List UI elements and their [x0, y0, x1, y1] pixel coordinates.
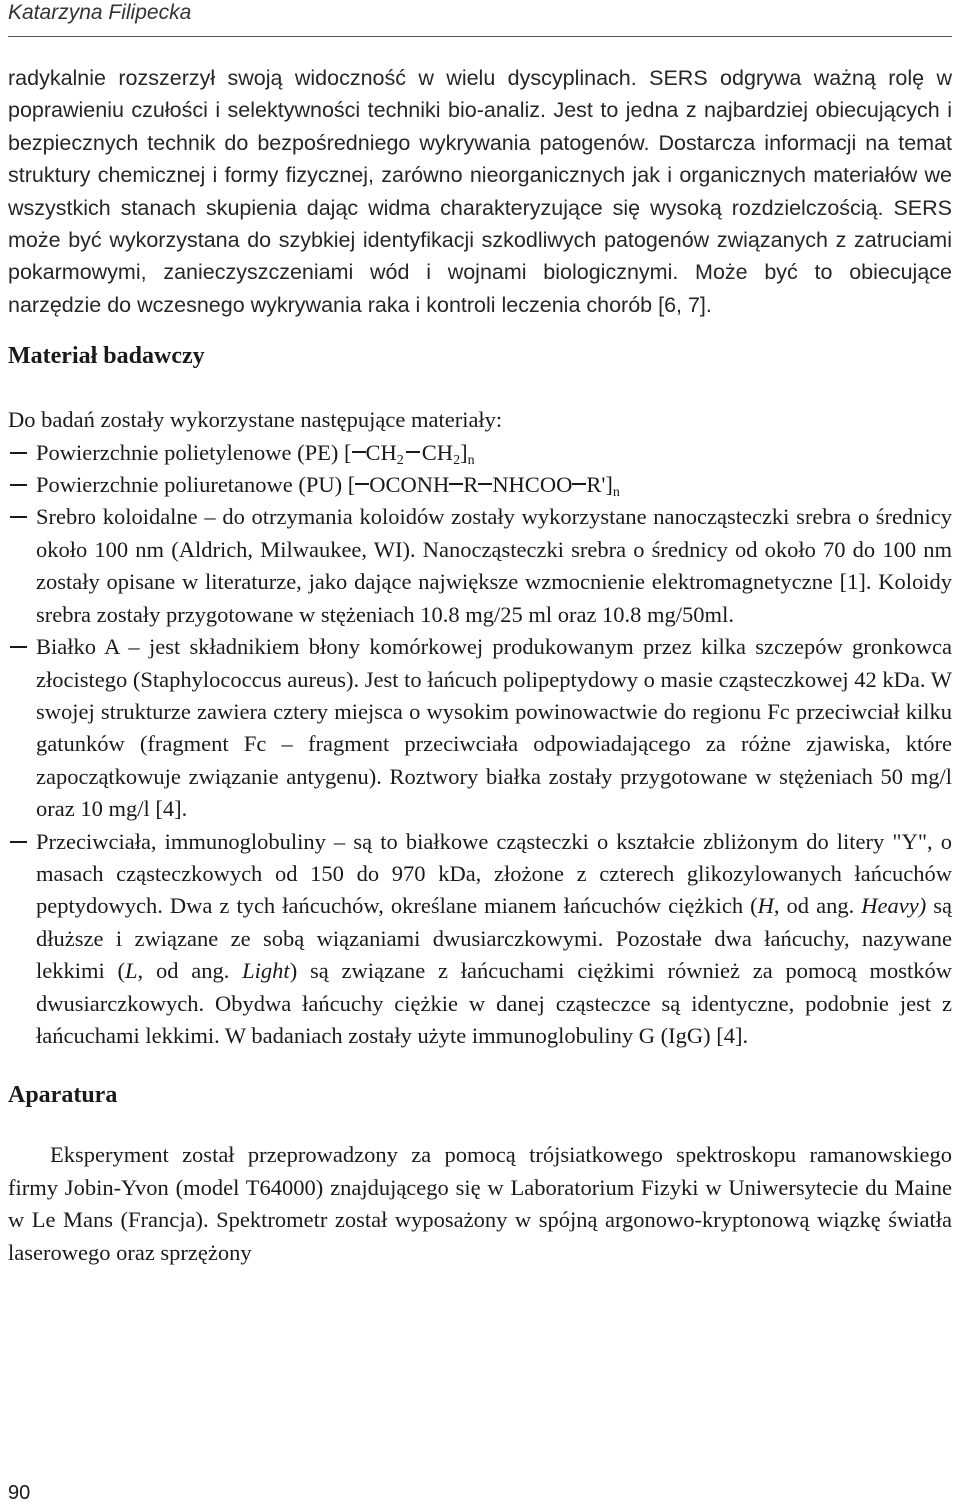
materials-lead: Do badań zostały wykorzystane następujące materiały: [8, 407, 503, 433]
running-header [8, 0, 952, 37]
bond-dash [449, 483, 463, 485]
materials-list [8, 437, 952, 1053]
dash-bullet [10, 646, 27, 648]
materials-heading: Materiał badawczy [8, 343, 205, 370]
dash-bullet [10, 516, 27, 518]
dash-bullet [10, 841, 27, 843]
apparatus-heading: Aparatura [8, 1082, 118, 1109]
document-body [8, 62, 952, 1269]
list-item-pu: Powierzchnie poliuretanowe (PU) [ OCONH R NHCOO $R']_n$ [8, 469, 952, 501]
dash-bullet [10, 484, 27, 486]
dash-bullet [10, 452, 27, 454]
bond-dash [572, 483, 586, 485]
bond-dash [406, 451, 420, 453]
list-item-pe: Powierzchnie polietylenowe (PE) [ $CH_2$ $CH_2]_n$ [8, 437, 952, 469]
list-item-protein-a: Białko A – jest składnikiem błony komórkowej produkowanym przez kilka szczepów gronkowca złocistego (Staphylococcus aureus). Jest to łańcuch polipeptydowy o masie cząsteczkowej 42 kDa. W swojej strukturze zawiera cztery miejsca o wysokim powinowactwie do regionu Fc przeciwciał kilku gatunków (fragment Fc – fragment przeciwciała odpowiadającego za różne zjawiska, które zapoczątkowuje związanie antygenu). Roztwory białka zostały przygotowane w stężeniach 50 mg/l oraz 10 mg/l [4]. [8, 631, 952, 825]
bond-dash [352, 451, 366, 453]
apparatus-paragraph: Eksperyment został przeprowadzony za pomocą trójsiatkowego spektroskopu ramanowskiego firmy Jobin-Yvon (model T64000) znajdującego się w Laboratorium Fizyki w Uniwersytecie du Maine w Le Mans (Francja). Spektrometr został wyposażony w spójną argonowo-kryptonową wiązkę światła laserowego oraz sprzężony [8, 1142, 952, 1265]
list-item-silver: Srebro koloidalne – do otrzymania koloidów zostały wykorzystane nanocząsteczki srebra o średnicy około 100 nm (Aldrich, Milwaukee, WI). Nanocząsteczki srebra o średnicy od około 70 do 100 nm zostały opisane w literaturze, jako dające największe wzmocnienie elektromagnetyczne [1]. Koloidy srebra zostały przygotowane w stężeniach 10.8 mg/25 ml oraz 10.8 mg/50ml. [8, 501, 952, 631]
page-number: 90 [8, 1482, 31, 1504]
bond-dash [478, 483, 492, 485]
list-item-antibodies: Przeciwciała, immunoglobuliny – są to białkowe cząsteczki o kształcie zbliżonym do litery "Y", o masach cząsteczkowych od 150 do 970 kDa, złożone z czterech glikozylowanych łańcuchów peptydowych. Dwa z tych łańcuchów, określane mianem łańcuchów ciężkich (H, od ang. Heavy) są dłuższe i związane ze sobą wiązaniami dwusiarczkowymi. Pozostałe dwa łańcuchy, nazywane lekkimi (L, od ang. Light) są związane z łańcuchami ciężkimi również za pomocą mostków dwusiarczkowych. Obydwa łańcuchy ciężkie w danej cząsteczce są identyczne, podobnie jest z łańcuchami lekkimi. W badaniach zostały użyte immunoglobuliny G (IgG) [4]. [8, 826, 952, 1053]
bond-dash [355, 483, 369, 485]
header-author: Katarzyna Filipecka [8, 1, 192, 24]
intro-paragraph: radykalnie rozszerzył swoją widoczność w wielu dyscyplinach. SERS odgrywa ważną rolę w poprawieniu czułości i selektywności techniki bio-analiz. Jest to jedna z najbardziej obiecujących i bezpiecznych technik do bezpośredniego wykrywania patogenów. Dostarcza informacji na temat struktury chemicznej i formy fizycznej, zarówno nieorganicznych jak i organicznych materiałów we wszystkich stanach skupienia dając widma charakteryzujące się wysoką rozdzielczością. SERS może być wykorzystana do szybkiej identyfikacji szkodliwych patogenów związanych z zatruciami pokarmowymi, zanieczyszczeniami wód i wojnami biologicznymi. Może być to obiecujące narzędzie do wczesnego wykrywania raka i kontroli leczenia chorób [6, 7]. [8, 66, 952, 317]
